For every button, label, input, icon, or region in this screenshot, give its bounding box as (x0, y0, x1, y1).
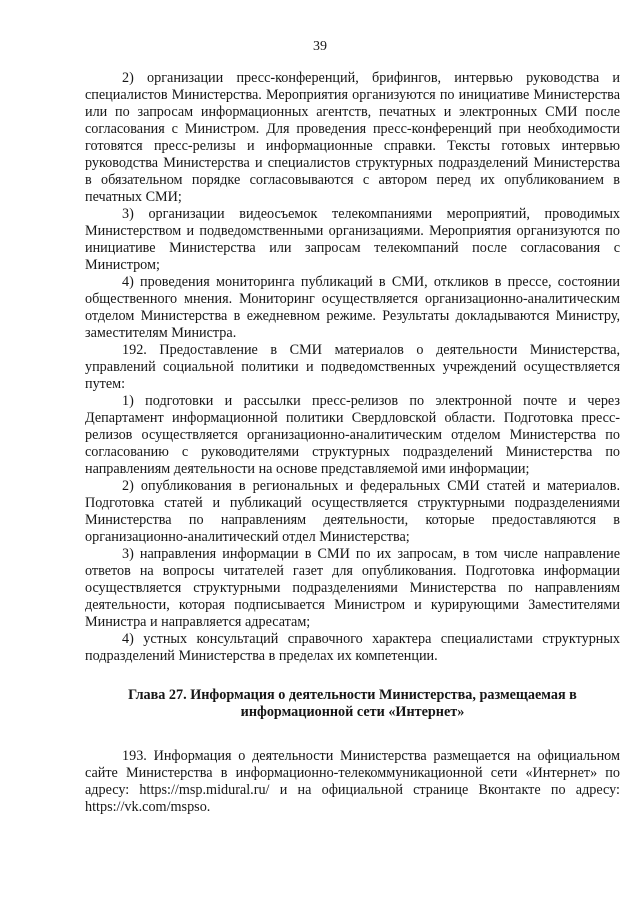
final-section (85, 748, 620, 816)
paragraph-consultations: 4) устных консультаций справочного характера специалистами структурных подразделений Министерства в пределах их компетенции. (85, 631, 620, 664)
paragraph-publications: 2) опубликования в региональных и федеральных СМИ статей и материалов. Подготовка статей и публикаций осуществляется структурными подразделениями Министерства по направлениям деятельности, которые предоставляются в организационно-аналитический отдел Министерства; (85, 478, 620, 545)
paragraph-press-conferences: 2) организации пресс-конференций, брифингов, интервью руководства и специалистов Министерства. Мероприятия организуются по инициативе Министерства или по запросам информационных агентств, печатных и электронных СМИ после согласования с Министром. Для проведения пресс-конференций при необходимости готовятся пресс-релизы и информационные справки. Тексты готовых интервью руководства Министерства и специалистов структурных подразделений Министерства в обязательном порядке согласовываются с автором перед их опубликованием в печатных СМИ; (85, 70, 620, 205)
chapter-heading-line-1: Глава 27. Информация о деятельности Министерства, размещаемая в (128, 687, 577, 703)
chapter-heading-line-2: информационной сети «Интернет» (240, 704, 465, 720)
page-number: 39 (313, 39, 327, 54)
paragraph-monitoring: 4) проведения мониторинга публикаций в СМИ, откликов в прессе, состоянии общественного мнения. Мониторинг осуществляется организационно-аналитическим отделом Министерства в ежедневном режиме. Результаты докладываются Министру, заместителям Министра. (85, 274, 620, 341)
paragraph-video-recording: 3) организации видеосъемок телекомпаниями мероприятий, проводимых Министерством и подведомственными организациями. Мероприятия организуются по инициативе Министерства или запросам телекомпаний после согласования с Министром; (85, 206, 620, 273)
paragraph-media-requests: 3) направления информации в СМИ по их запросам, в том числе направление ответов на вопросы читателей газет для опубликования. Подготовка информации осуществляется структурными подразделениями Министерства по направлениям деятельности, которая подписывается Министром и курирующими Заместителями Министра и направляется адресатам; (85, 546, 620, 630)
paragraph-192: 192. Предоставление в СМИ материалов о деятельности Министерства, управлений социальной политики и подведомственных учреждений осуществляется путем: (85, 342, 620, 392)
document-body (85, 70, 620, 816)
paragraph-press-releases: 1) подготовки и рассылки пресс-релизов по электронной почте и через Департамент информационной политики Свердловской области. Подготовка пресс-релизов осуществляется организационно-аналитическим отделом Министерства по согласованию с руководителями структурных подразделений Министерства по направлениям деятельности на основе представляемой ими информации; (85, 393, 620, 477)
chapter-heading (85, 687, 620, 721)
paragraph-193: 193. Информация о деятельности Министерства размещается на официальном сайте Министерства в информационно-телекоммуникационной сети «Интернет» по адресу: https://msp.midural.ru/ и на официальной странице Вконтакте по адресу: https://vk.com/mspso. (85, 748, 620, 815)
